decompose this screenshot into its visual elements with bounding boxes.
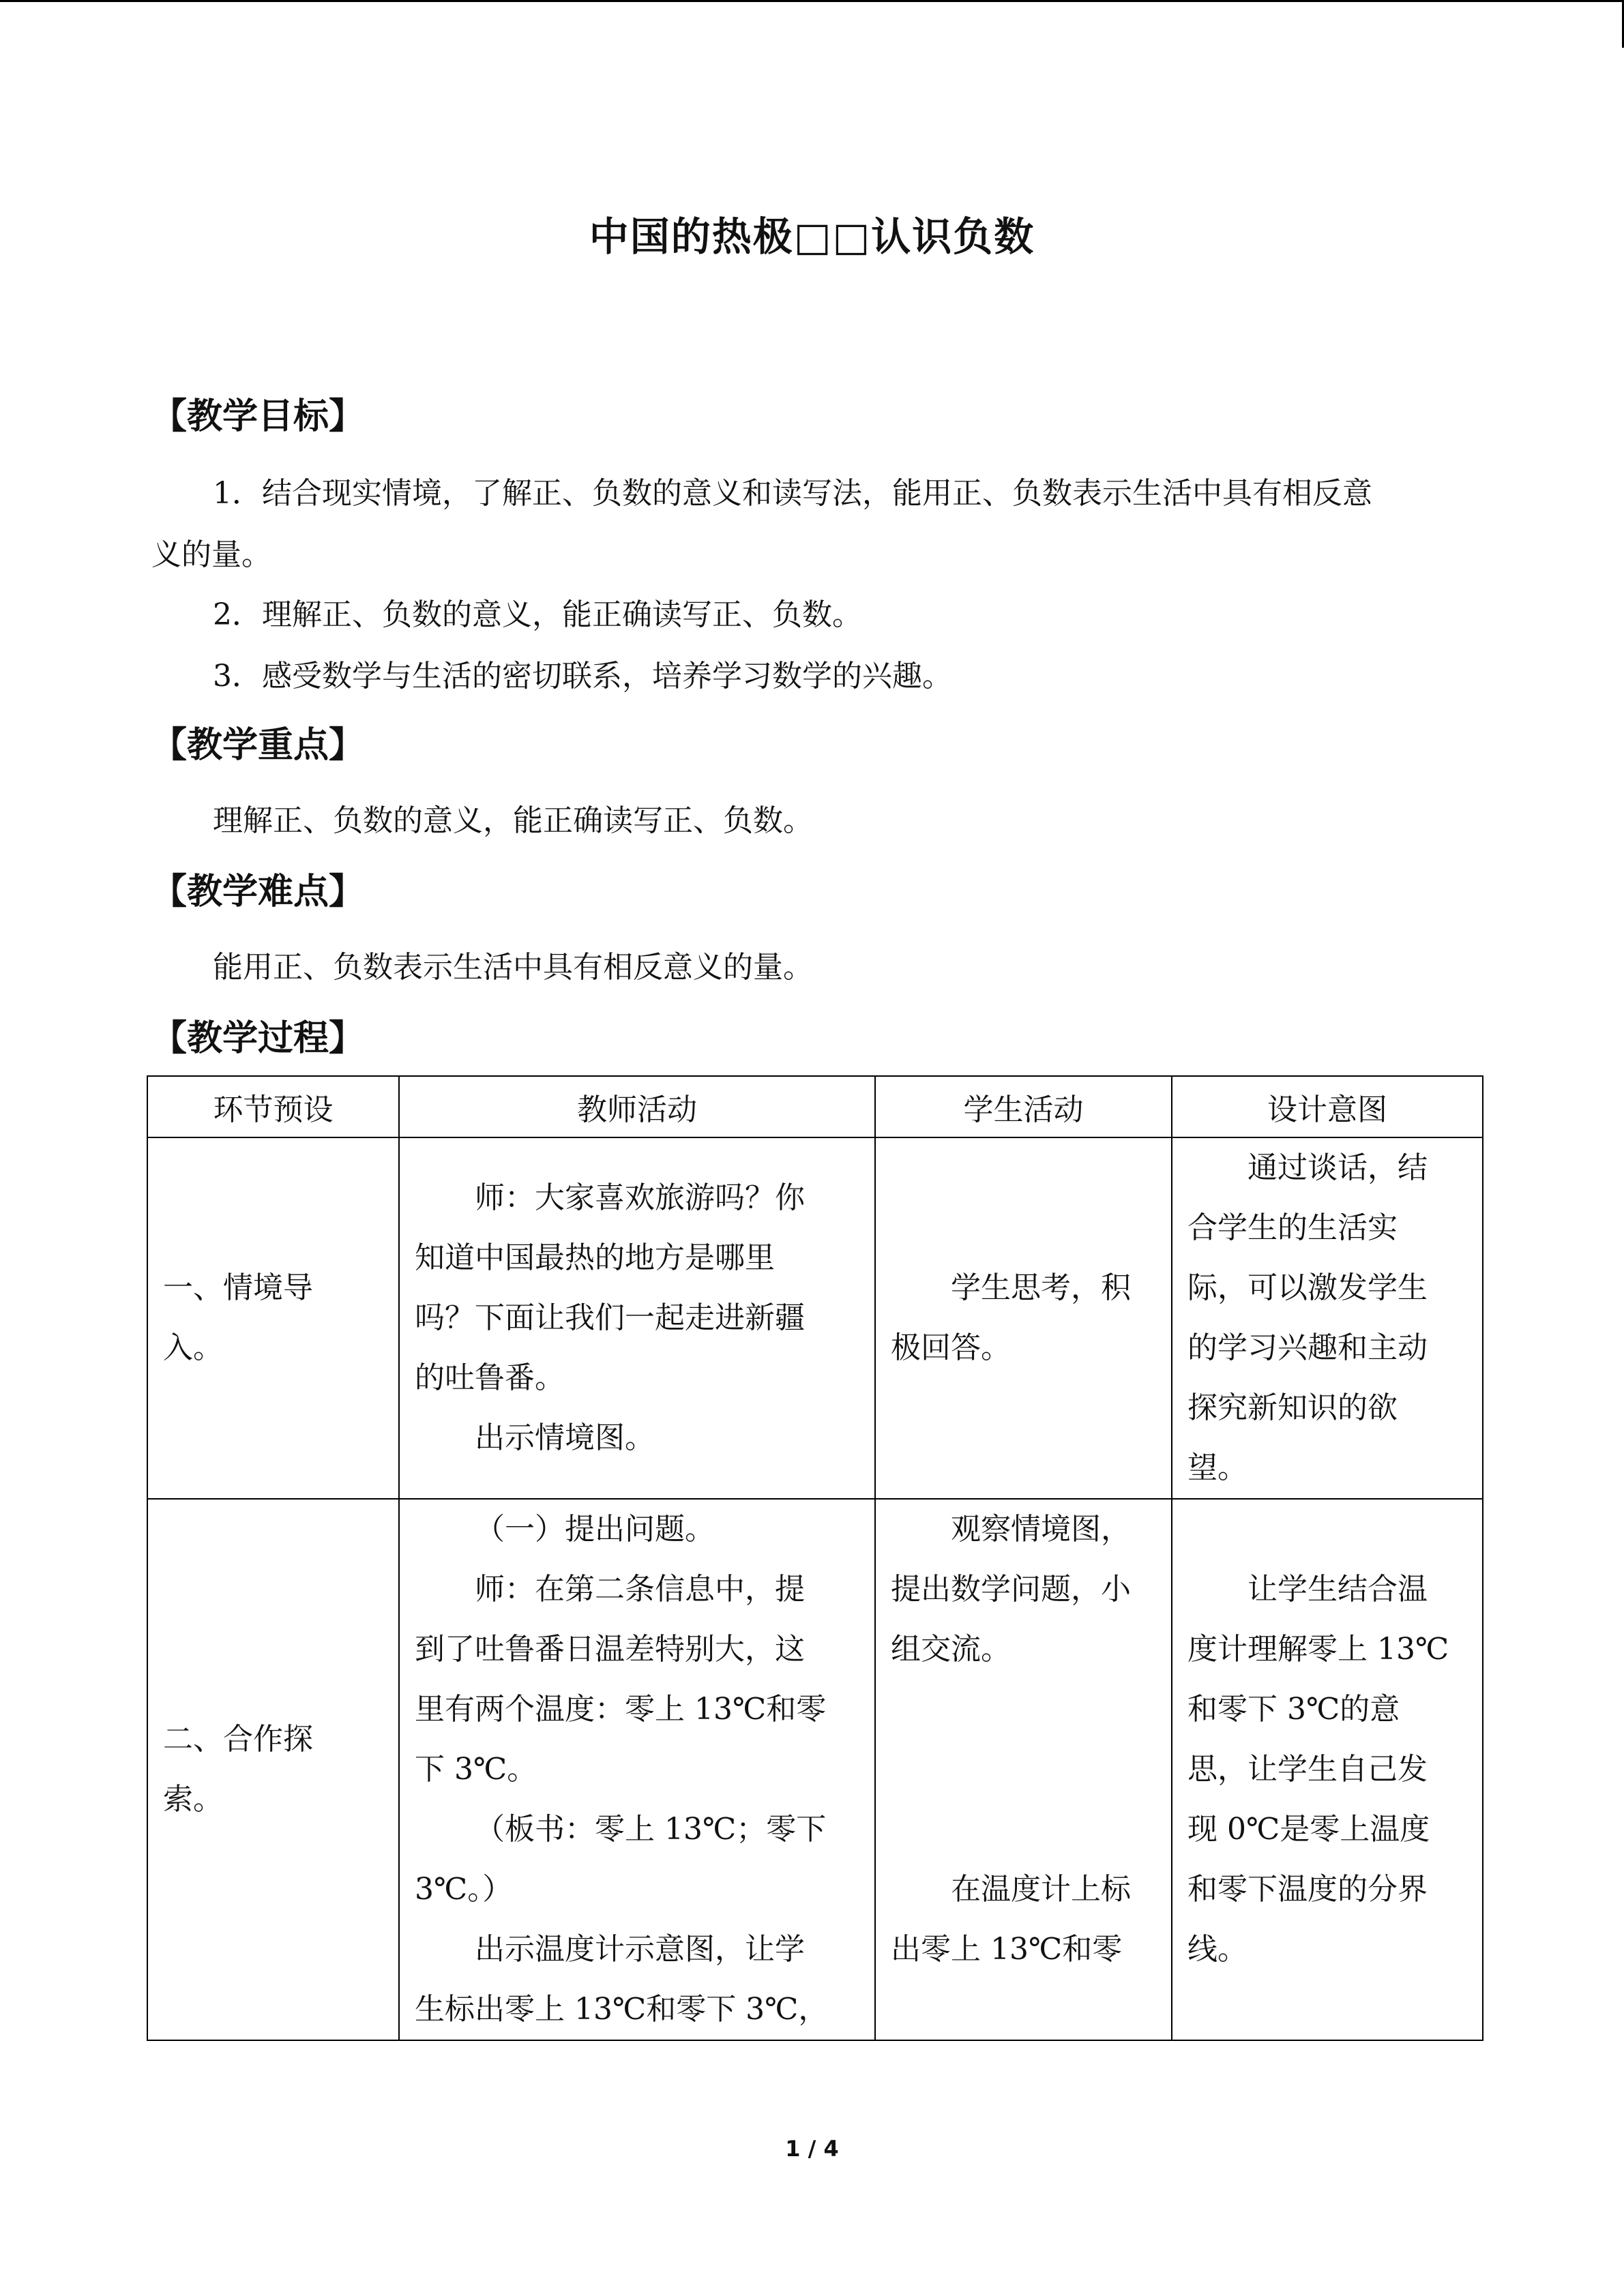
row1-student-line: 学生思考，积 [951, 1270, 1131, 1305]
row1-teacher-line: 出示情境图。 [475, 1420, 655, 1455]
row2-student-line: 观察情境图， [951, 1512, 1131, 1547]
row2-intent-line: 线。 [1187, 1932, 1247, 1967]
page-top-border [0, 0, 1624, 2]
page-number: 1 / 4 [785, 2136, 839, 2162]
heading-process: 【教学过程】 [151, 1017, 365, 1059]
objective-2: 2．理解正、负数的意义，能正确读写正、负数。 [213, 597, 862, 632]
row1-intent [1172, 1137, 1483, 1499]
row1-teacher [399, 1137, 875, 1499]
row2-teacher-line: 师：在第二条信息中，提 [475, 1572, 805, 1607]
row2-stage-line: 索。 [163, 1782, 223, 1817]
row2-teacher-line: 到了吐鲁番日温差特别大，这 [415, 1632, 805, 1667]
row2-student-line: 提出数学问题，小 [891, 1572, 1131, 1607]
heading-objectives: 【教学目标】 [151, 396, 365, 437]
row1-student-line: 极回答。 [891, 1330, 1011, 1365]
row1-teacher-line: 吗？下面让我们一起走进新疆 [415, 1300, 805, 1335]
row2-intent-line: 思，让学生自己发 [1187, 1752, 1428, 1787]
row2-student-line: 在温度计上标 [951, 1872, 1131, 1907]
process-table [147, 1075, 1483, 2041]
row2-intent-line: 度计理解零上 13℃ [1187, 1632, 1449, 1667]
row2-teacher-line: （一）提出问题。 [475, 1512, 715, 1547]
row1-teacher-line: 师：大家喜欢旅游吗？你 [475, 1180, 805, 1215]
row2-stage-line: 二、合作探 [163, 1722, 313, 1757]
row2-intent-line: 和零下 3℃的意 [1187, 1692, 1400, 1727]
header-intent: 设计意图 [1172, 1076, 1483, 1137]
row1-teacher-line: 的吐鲁番。 [415, 1360, 565, 1395]
table-header-row [147, 1076, 1483, 1137]
row2-teacher-line: 出示温度计示意图，让学 [475, 1932, 805, 1967]
table-row [147, 1137, 1483, 1499]
heading-key-points: 【教学重点】 [151, 724, 365, 766]
row2-teacher-line: 生标出零上 13℃和零下 3℃， [415, 1992, 829, 2027]
row2-teacher-line: 下 3℃。 [415, 1752, 537, 1787]
objective-3: 3．感受数学与生活的密切联系，培养学习数学的兴趣。 [213, 659, 952, 694]
objective-1-line-2: 义的量。 [151, 537, 271, 572]
table-row [147, 1499, 1483, 2040]
row2-stage [147, 1499, 399, 2040]
row2-intent-line: 现 0℃是零上温度 [1187, 1812, 1430, 1847]
difficulties-text: 能用正、负数表示生活中具有相反意义的量。 [213, 950, 813, 985]
row2-student-line: 出零上 13℃和零 [891, 1932, 1123, 1967]
row1-intent-line: 望。 [1187, 1450, 1247, 1485]
row2-teacher [399, 1499, 875, 2040]
row1-stage-line: 一、情境导 [163, 1270, 313, 1305]
key-points-text: 理解正、负数的意义，能正确读写正、负数。 [213, 803, 813, 838]
row1-stage [147, 1137, 399, 1499]
page-title: 中国的热极□□认识负数 [589, 213, 1035, 260]
heading-difficulties: 【教学难点】 [151, 871, 365, 912]
row1-intent-line: 的学习兴趣和主动 [1187, 1330, 1428, 1365]
row1-intent-line: 探究新知识的欲 [1187, 1390, 1398, 1425]
row2-intent-line: 让学生结合温 [1247, 1572, 1428, 1607]
row2-teacher-line: 3℃。） [415, 1872, 513, 1907]
row1-intent-line: 际，可以激发学生 [1187, 1270, 1428, 1305]
row2-student-line: 组交流。 [891, 1632, 1011, 1667]
row1-intent-line: 通过谈话，结 [1247, 1150, 1428, 1185]
row1-teacher-line: 知道中国最热的地方是哪里 [415, 1240, 775, 1275]
row1-intent-line: 合学生的生活实 [1187, 1210, 1398, 1245]
row2-teacher-line: （板书：零上 13℃；零下 [475, 1812, 827, 1847]
row2-intent [1172, 1499, 1483, 2040]
row2-intent-line: 和零下温度的分界 [1187, 1872, 1428, 1907]
header-stage: 环节预设 [147, 1076, 399, 1137]
objective-1-line-1: 1．结合现实情境，了解正、负数的意义和读写法，能用正、负数表示生活中具有相反意 [213, 476, 1372, 511]
header-student: 学生活动 [875, 1076, 1172, 1137]
row2-teacher-line: 里有两个温度：零上 13℃和零 [415, 1692, 827, 1727]
row1-student [875, 1137, 1172, 1499]
header-teacher: 教师活动 [399, 1076, 875, 1137]
row2-student [875, 1499, 1172, 2040]
row1-stage-line: 入。 [163, 1330, 223, 1365]
